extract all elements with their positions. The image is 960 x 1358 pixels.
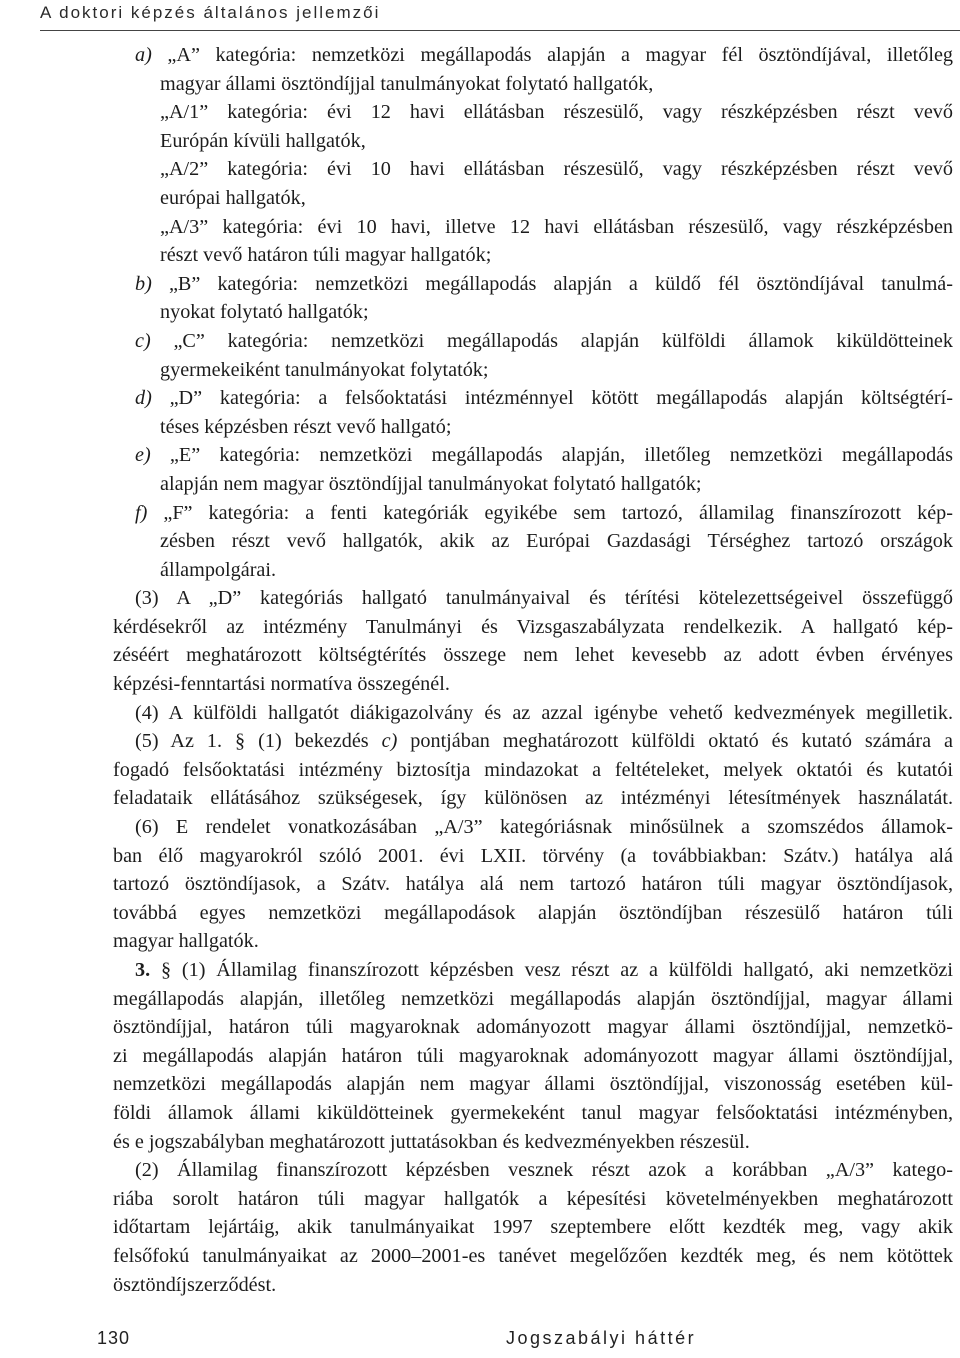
text-line bbox=[113, 927, 953, 956]
line-text: „B” kategória: nemzetközi megállapodás alapján a küldő fél ösztöndíjával tanulmá- bbox=[151, 272, 953, 295]
footer-section-title: Jogszabályi háttér bbox=[506, 1328, 697, 1348]
line-text: (3) A „D” kategóriás hallgató tanulmányaival és térítési kötelezettségeivel összefüggő bbox=[135, 587, 953, 610]
text-line bbox=[113, 70, 953, 99]
line-text: téses képzésben részt vevő hallgató; bbox=[160, 415, 452, 438]
text-line bbox=[113, 356, 953, 385]
text-line bbox=[113, 499, 953, 528]
line-text: „A/2” kategória: évi 10 havi ellátásban részesülő, vagy részképzésben részt vevő bbox=[160, 158, 953, 181]
text-line bbox=[113, 413, 953, 442]
document-body bbox=[113, 41, 953, 1299]
line-text: továbbá egyes nemzetközi megállapodások alapján ösztöndíjban részesülő határon túli bbox=[113, 901, 953, 924]
text-line bbox=[113, 1185, 953, 1214]
line-text: (5) Az 1. § (1) bekezdés bbox=[135, 730, 382, 753]
text-line bbox=[113, 842, 953, 871]
line-text: „F” kategória: a fenti kategóriák egyikébe sem tartozó, államilag finanszírozott kép- bbox=[147, 501, 953, 524]
line-text: (2) Államilag finanszírozott képzésben vesznek részt azok a korábban „A/3” katego- bbox=[135, 1159, 953, 1182]
text-line bbox=[113, 184, 953, 213]
text-line bbox=[113, 985, 953, 1014]
text-line bbox=[113, 241, 953, 270]
line-text: magyar állami ösztöndíjjal tanulmányokat folytató hallgatók, bbox=[160, 72, 654, 95]
line-text: állampolgárai. bbox=[160, 558, 277, 581]
text-line bbox=[113, 41, 953, 70]
line-text: riába sorolt határon túli magyar hallgatók a képesítési követelményekben meghatározott bbox=[113, 1187, 953, 1210]
item-letter: e) bbox=[135, 444, 151, 467]
line-text: fogadó felsőoktatási intézmény biztosítja mindazokat a feltételeket, melyek oktatói és kutatói bbox=[113, 758, 953, 781]
text-line bbox=[113, 384, 953, 413]
item-reference: c) bbox=[381, 730, 398, 753]
line-text: ösztöndíjjal, határon túli magyaroknak adományozott magyar állami ösztöndíjjal, nemzetkö- bbox=[113, 1016, 953, 1039]
item-letter: c) bbox=[135, 329, 151, 352]
text-line bbox=[113, 1070, 953, 1099]
text-line bbox=[113, 784, 953, 813]
line-text: európai hallgatók, bbox=[160, 186, 306, 209]
line-text: alapján nem magyar ösztöndíjjal tanulmányokat folytató hallgatók; bbox=[160, 472, 702, 495]
page-footer bbox=[97, 1328, 717, 1354]
text-line bbox=[113, 556, 953, 585]
line-text: feladataik ellátásához szükségesek, így különösen az intézményi létesítmények használatát. bbox=[113, 787, 953, 810]
text-line bbox=[113, 127, 953, 156]
line-text: „C” kategória: nemzetközi megállapodás alapján külföldi államok kiküldötteinek bbox=[150, 329, 953, 352]
text-line bbox=[113, 1213, 953, 1242]
line-text: időtartam lejártáig, akik tanulmányaikat 1997 szeptembere előtt kezdték meg, vagy akik bbox=[113, 1216, 953, 1239]
section-number: 3. bbox=[135, 959, 151, 981]
text-line bbox=[113, 756, 953, 785]
line-text: tartozó ösztöndíjasok, a Szátv. hatálya alá nem tartozó határon túli magyar ösztöndíjasok, bbox=[113, 873, 953, 896]
text-line bbox=[113, 470, 953, 499]
line-text: (4) A külföldi hallgatót diákigazolvány és az azzal igénybe vehető kedvezmények megilletik. bbox=[135, 701, 953, 724]
text-line bbox=[113, 1271, 953, 1300]
line-text: „A” kategória: nemzetközi megállapodás alapján a magyar fél ösztöndíjával, illetőleg bbox=[151, 44, 953, 66]
item-letter: d) bbox=[135, 387, 152, 410]
text-line bbox=[113, 1042, 953, 1071]
line-text: zésben részt vevő hallgatók, akik az Európai Gazdasági Térséghez tartozó országok bbox=[160, 530, 953, 553]
text-line bbox=[113, 641, 953, 670]
line-text: „E” kategória: nemzetközi megállapodás alapján, illetőleg nemzetközi megállapodás bbox=[150, 444, 953, 467]
text-line bbox=[113, 613, 953, 642]
line-text: képzési-fenntartási normatíva összegénél. bbox=[113, 673, 450, 696]
text-line bbox=[113, 584, 953, 613]
text-line bbox=[113, 1156, 953, 1185]
line-text: nyokat folytató hallgatók; bbox=[160, 301, 369, 324]
text-line bbox=[113, 213, 953, 242]
line-text: kérdésekről az intézmény Tanulmányi és Vizsgaszabályzata rendelkezik. A hallgató kép- bbox=[113, 615, 953, 638]
text-line bbox=[113, 870, 953, 899]
line-text: felsőfokú tanulmányaikat az 2000–2001-es tanévet megelőzően kezdték meg, és nem kötöttek bbox=[113, 1244, 953, 1267]
text-line bbox=[113, 699, 953, 728]
line-text: „A/3” kategória: évi 10 havi, illetve 12 havi ellátásban részesülő, vagy részképzésben bbox=[160, 215, 953, 238]
item-letter: a) bbox=[135, 44, 152, 66]
line-text: Európán kívüli hallgatók, bbox=[160, 129, 366, 152]
line-text: magyar hallgatók. bbox=[113, 930, 259, 953]
text-line bbox=[113, 441, 953, 470]
item-letter: b) bbox=[135, 272, 152, 295]
line-text: részt vevő határon túli magyar hallgatók; bbox=[160, 244, 492, 267]
line-text: pontjában meghatározott külföldi oktató és kutató számára a bbox=[397, 730, 953, 753]
item-letter: f) bbox=[135, 501, 148, 524]
text-line bbox=[113, 727, 953, 756]
line-text: földi államok állami kiküldötteinek gyermekeként tanul magyar felsőoktatási intézményben, bbox=[113, 1101, 953, 1124]
text-line bbox=[113, 1013, 953, 1042]
text-line bbox=[113, 1242, 953, 1271]
text-line bbox=[113, 527, 953, 556]
line-text: zi megállapodás alapján határon túli magyaroknak adományozott magyar állami ösztöndíjjal, bbox=[113, 1044, 953, 1067]
line-text: ösztöndíjszerződést. bbox=[113, 1273, 277, 1296]
line-text: § (1) Államilag finanszírozott képzésben vesz részt az a külföldi hallgató, aki nemzetközi bbox=[150, 959, 953, 981]
line-text: (6) E rendelet vonatkozásában „A/3” kategóriásnak minősülnek a szomszédos államok- bbox=[135, 816, 953, 839]
page-number: 130 bbox=[97, 1328, 131, 1348]
text-line bbox=[113, 1099, 953, 1128]
line-text: „A/1” kategória: évi 12 havi ellátásban részesülő, vagy részképzésben részt vevő bbox=[160, 101, 953, 124]
text-line bbox=[113, 98, 953, 127]
line-text: zéséért meghatározott költségtérítés összege nem lehet kevesebb az adott évben érvényes bbox=[113, 644, 953, 667]
line-text: ban élő magyarokról szóló 2001. évi LXII. törvény (a továbbiakban: Szátv.) hatálya alá bbox=[113, 844, 953, 867]
line-text: gyermekeiként tanulmányokat folytatók; bbox=[160, 358, 489, 381]
text-line bbox=[113, 1128, 953, 1157]
text-line bbox=[113, 899, 953, 928]
text-line bbox=[113, 670, 953, 699]
line-text: „D” kategória: a felsőoktatási intézménnyel kötött megállapodás alapján költségtérí- bbox=[151, 387, 953, 410]
text-line bbox=[113, 327, 953, 356]
line-text: nemzetközi megállapodás alapján nem magyar állami ösztöndíjjal, viszonosság esetében kül- bbox=[113, 1073, 953, 1096]
line-text: és e jogszabályban meghatározott juttatásokban és kedvezményekben részesül. bbox=[113, 1130, 750, 1153]
text-line bbox=[113, 155, 953, 184]
text-line bbox=[113, 956, 953, 985]
running-header: A doktori képzés általános jellemzői bbox=[40, 3, 381, 22]
text-line bbox=[113, 813, 953, 842]
text-line bbox=[113, 298, 953, 327]
line-text: megállapodás alapján, illetőleg nemzetközi megállapodás alapján ösztöndíjjal, magyar állami bbox=[113, 987, 953, 1010]
header-rule bbox=[40, 30, 960, 31]
text-line bbox=[113, 270, 953, 299]
